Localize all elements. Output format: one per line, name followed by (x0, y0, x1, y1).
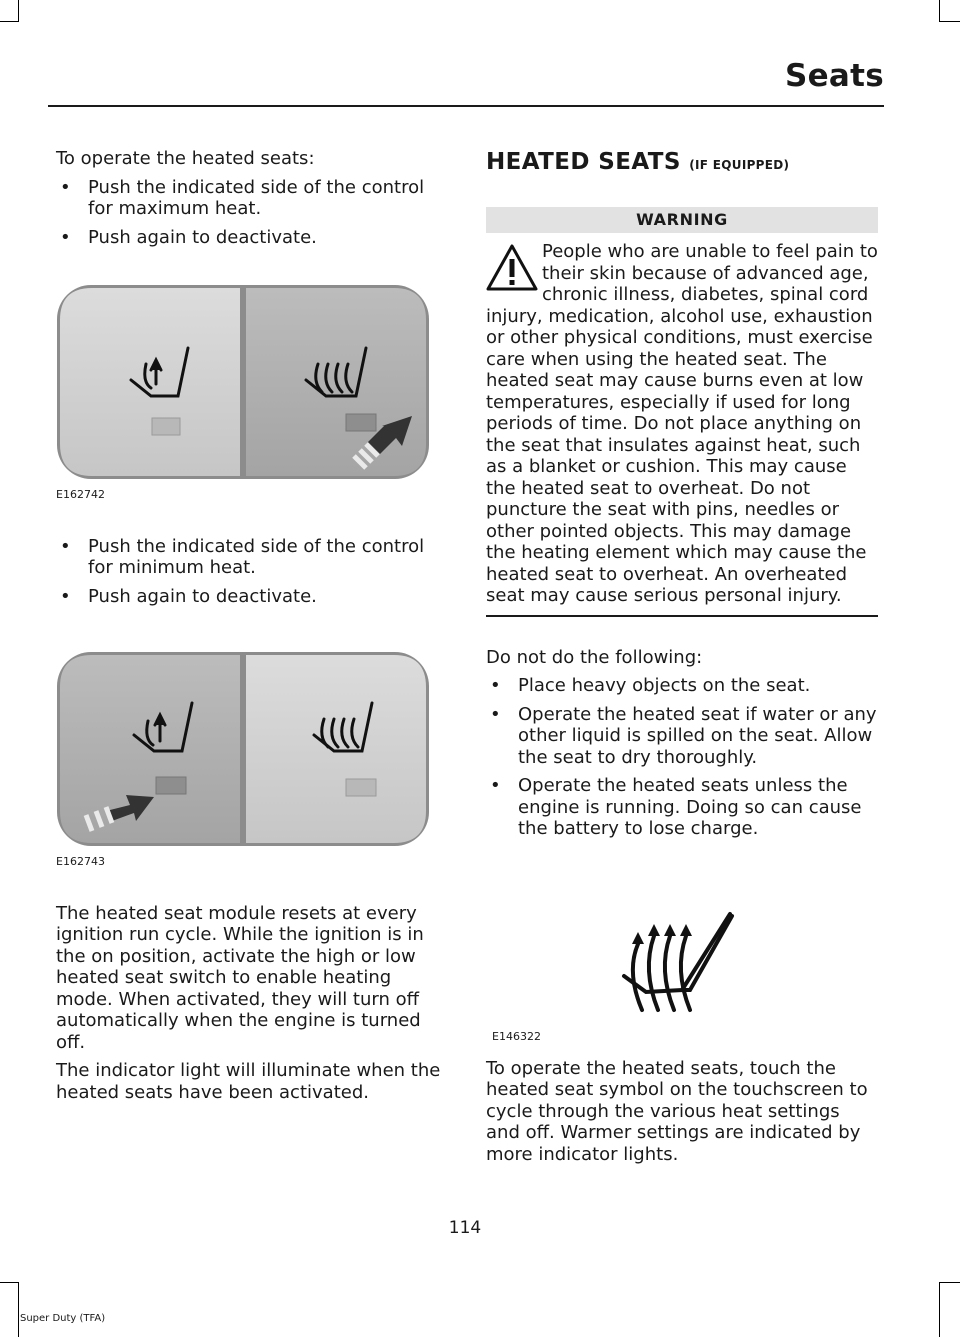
crop-mark (939, 1282, 940, 1337)
left-column (56, 148, 448, 1110)
section-title-suffix: (IF EQUIPPED) (689, 158, 790, 172)
list-item: • Place heavy objects on the seat. (486, 675, 878, 697)
figure-code: E146322 (492, 1029, 541, 1043)
warning-rule (486, 615, 878, 617)
section-title-text: HEATED SEATS (486, 149, 681, 175)
section-title (486, 148, 878, 179)
touchscreen-paragraph: To operate the heated seats, touch the heated seat symbol on the touchscreen to cycle through the various heat settings and off. Warmer settings are indicated by more indicator lights. (486, 1057, 868, 1165)
figure-code: E162742 (56, 488, 105, 501)
warning-text: People who are unable to feel pain to their skin because of advanced age, chronic illness, diabetes, spinal cord injury, medication, alcohol use, exhaustion or other physical conditions, must exercise care when using the heated seat. The heated seat may cause burns even at low temperatures, especially if used for long periods of time. Do not place anything on the seat that insulates against heat, such as a blanket or cushion. This may cause the heated seat to overheat. Do not puncture the seat with pins, needles or other pointed objects. This may damage the heating element which may cause the heated seat to overheat. An overheated seat may cause serious personal injury. (486, 241, 878, 606)
min-heat-steps (56, 536, 448, 608)
crop-mark (0, 1282, 19, 1283)
crop-mark (939, 1282, 960, 1283)
list-item: • Push again to deactivate. (56, 227, 448, 249)
figure-low-heat-control (56, 651, 430, 847)
list-item: • Operate the heated seat if water or any other liquid is spilled on the seat. Allow the seat to dry thoroughly. (486, 704, 878, 769)
figure-heated-seat-symbol (486, 880, 878, 1048)
figure-code: E162743 (56, 855, 105, 868)
intro-text: To operate the heated seats: (56, 148, 315, 169)
warning-triangle-icon (486, 243, 538, 293)
figure-high-heat-control (56, 284, 430, 480)
page-number: 114 (448, 1218, 482, 1238)
crop-mark (0, 21, 19, 22)
right-column (486, 148, 878, 1172)
crop-mark (939, 21, 960, 22)
crop-mark (18, 1282, 19, 1337)
crop-mark (18, 0, 19, 22)
crop-mark (939, 0, 940, 22)
header-rule (48, 105, 884, 107)
page-title: Seats (784, 58, 884, 94)
footer-text: Super Duty (TFA) (20, 1313, 106, 1324)
heated-seat-high-icon (486, 880, 878, 1048)
warning-block (486, 241, 878, 607)
list-item: • Push the indicated side of the control for maximum heat. (56, 177, 448, 220)
indicator-paragraph: The indicator light will illuminate when the heated seats have been activated. (56, 1060, 441, 1103)
list-item: • Operate the heated seats unless the engine is running. Doing so can cause the battery to lose charge. (486, 775, 878, 840)
list-item: • Push the indicated side of the control for minimum heat. (56, 536, 448, 579)
warning-header: WARNING (486, 207, 878, 233)
max-heat-steps (56, 177, 448, 249)
donot-intro: Do not do the following: (486, 646, 703, 668)
donot-list (486, 675, 878, 840)
reset-paragraph: The heated seat module resets at every ignition run cycle. While the ignition is in the on position, activate the high or low heated seat switch to enable heating mode. When activated, they will turn off automatically when the engine is turned off. (56, 902, 424, 1053)
list-item: • Push again to deactivate. (56, 586, 448, 608)
